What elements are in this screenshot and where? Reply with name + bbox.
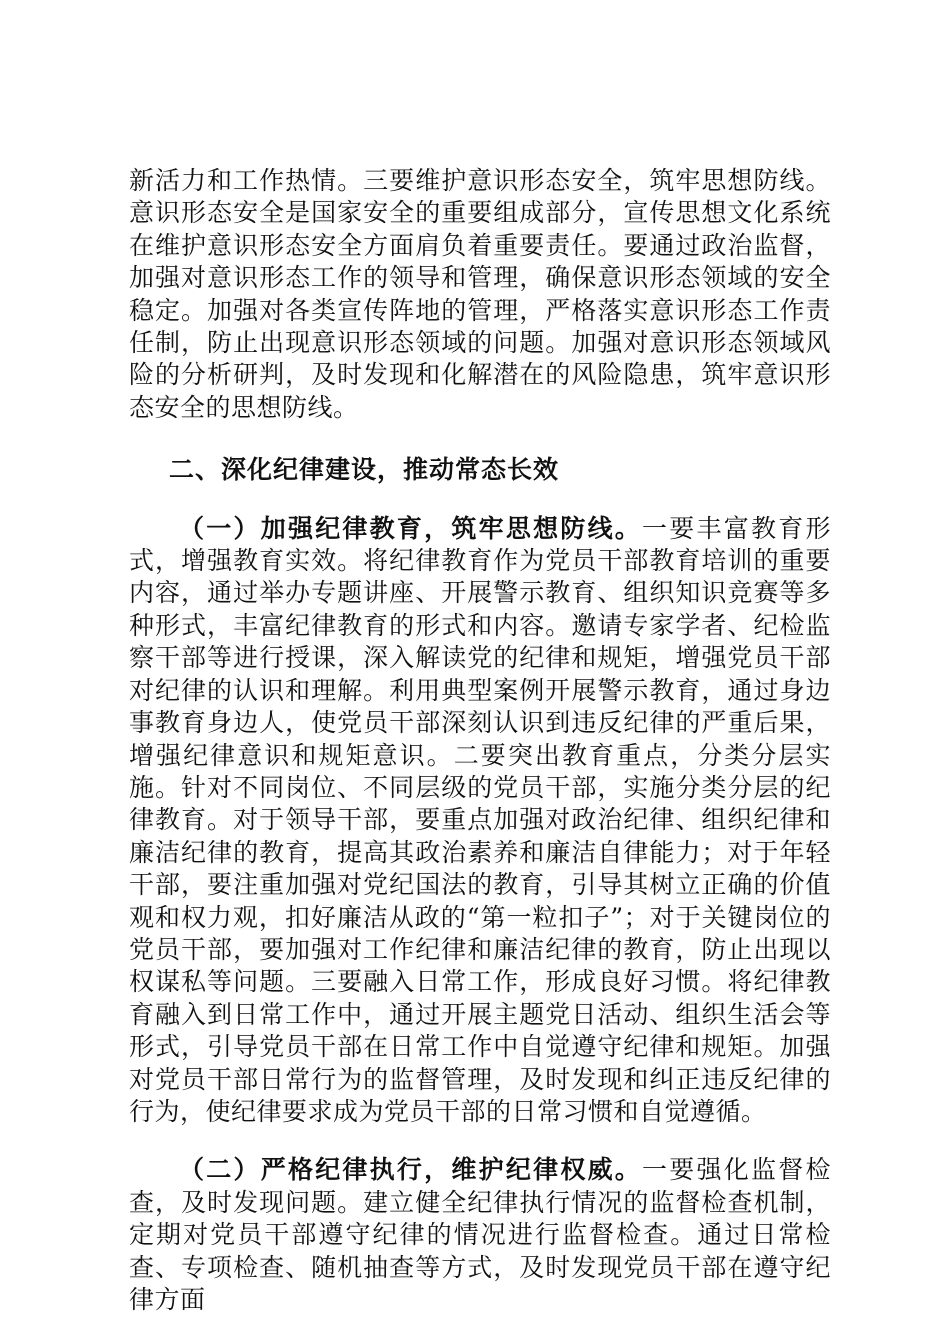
paragraph-spacer — [129, 1128, 831, 1154]
paragraph-spacer — [129, 424, 831, 454]
paragraph-ideology-security: 新活力和工作热情。三要维护意识形态安全，筑牢思想防线。意识形态安全是国家安全的重要组成部分，宣传思想文化系统在维护意识形态安全方面肩负着重要责任。要通过政治监督，加强对意识形态工作的领导和管理，确保意识形态领域的安全稳定。加强对各类宣传阵地的管理，严格落实意识形态工作责任制，防止出现意识形态领域的问题。加强对意识形态领域风险的分析研判，及时发现和化解潜在的风险隐患，筑牢意识形态安全的思想防线。 — [129, 166, 831, 422]
paragraph-discipline-enforcement — [129, 1154, 831, 1316]
subsection-body: 一要强化监督检查，及时发现问题。建立健全纪律执行情况的监督检查机制，定期对党员干部遵守纪律的情况进行监督检查。通过日常检查、专项检查、随机抽查等方式，及时发现党员干部在遵守纪律方面 — [129, 1155, 831, 1314]
document-body — [129, 165, 831, 1316]
paragraph-spacer — [129, 487, 831, 513]
paragraph-discipline-education — [129, 513, 831, 1129]
subsection-title: （二）严格纪律执行，维护纪律权威。 — [179, 1155, 643, 1185]
subsection-body: 一要丰富教育形式，增强教育实效。将纪律教育作为党员干部教育培训的重要内容，通过举办专题讲座、开展警示教育、组织知识竞赛等多种形式，丰富纪律教育的形式和内容。邀请专家学者、纪检监察干部等进行授课，深入解读党的纪律和规矩，增强党员干部对纪律的认识和理解。利用典型案例开展警示教育，通过身边事教育身边人，使党员干部深刻认识到违反纪律的严重后果，增强纪律意识和规矩意识。二要突出教育重点，分类分层实施。针对不同岗位、不同层级的党员干部，实施分类分层的纪律教育。对于领导干部，要重点加强对政治纪律、组织纪律和廉洁纪律的教育，提高其政治素养和廉洁自律能力；对于年轻干部，要注重加强对党纪国法的教育，引导其树立正确的价值观和权力观，扣好廉洁从政的“第一粒扣子”；对于关键岗位的党员干部，要加强对工作纪律和廉洁纪律的教育，防止出现以权谋私等问题。三要融入日常工作，形成良好习惯。将纪律教育融入到日常工作中，通过开展主题党日活动、组织生活会等形式，引导党员干部在日常工作中自觉遵守纪律和规矩。加强对党员干部日常行为的监督管理，及时发现和纠正违反纪律的行为，使纪律要求成为党员干部的日常习惯和自觉遵循。 — [129, 513, 831, 1126]
section-heading: 二、深化纪律建设，推动常态长效 — [169, 455, 560, 485]
subsection-title: （一）加强纪律教育，筑牢思想防线。 — [179, 513, 643, 543]
